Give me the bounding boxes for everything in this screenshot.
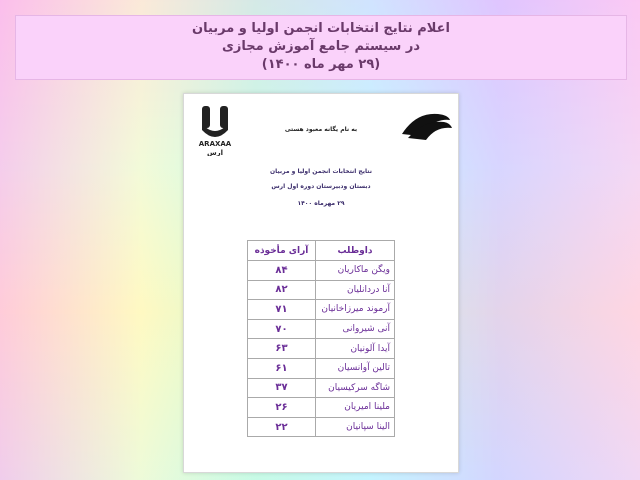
table-row (248, 319, 395, 339)
svg-text:ARAXAA: ARAXAA (198, 140, 232, 148)
bismillah-text: به نام یگانه معبود هستی (284, 126, 358, 133)
candidate-name: تالین آوانسیان (316, 358, 395, 378)
header-date: (۲۹ مهر ماه ۱۴۰۰) (261, 57, 381, 72)
results-document (183, 93, 459, 473)
header-subtitle: در سیستم جامع آموزش مجازی (221, 39, 421, 54)
results-table (247, 240, 395, 437)
candidate-column-header: داوطلب (316, 241, 395, 261)
candidate-name: الینا سپانیان (316, 417, 395, 437)
document-title: نتایج انتخابات انجمن اولیا و مربیان (270, 168, 372, 175)
school-name: دبستان ودبیرستان دوره اول ارس (271, 183, 371, 190)
table-header-row (248, 241, 395, 261)
candidate-name: آنا دردانلیان (316, 280, 395, 300)
table-row (248, 261, 395, 281)
candidate-votes: ۲۲ (248, 417, 316, 437)
table-row (248, 417, 395, 437)
candidate-votes: ۲۶ (248, 398, 316, 418)
candidate-votes: ۶۱ (248, 358, 316, 378)
votes-column-header: آرای مأخوذه (248, 241, 316, 261)
announcement-header (15, 15, 627, 80)
ministry-logo-icon (398, 108, 454, 142)
candidate-name: ملینا امیریان (316, 398, 395, 418)
candidate-votes: ۳۷ (248, 378, 316, 398)
candidate-votes: ۷۱ (248, 300, 316, 320)
table-row (248, 280, 395, 300)
candidate-votes: ۶۳ (248, 339, 316, 359)
candidate-name: آنی شیروانی (316, 319, 395, 339)
candidate-name: آرموند میرزاخانیان (316, 300, 395, 320)
table-row (248, 339, 395, 359)
candidate-votes: ۸۴ (248, 261, 316, 281)
candidate-name: ویگن ماکاریان (316, 261, 395, 281)
table-row (248, 358, 395, 378)
candidate-votes: ۸۲ (248, 280, 316, 300)
table-row (248, 378, 395, 398)
candidate-name: آیدا آلونیان (316, 339, 395, 359)
candidate-votes: ۷۰ (248, 319, 316, 339)
table-row (248, 398, 395, 418)
svg-text:ارس: ارس (206, 149, 224, 156)
candidate-name: شاگه سرکیسیان (316, 378, 395, 398)
document-date: ۲۹ مهرماه ۱۴۰۰ (297, 200, 345, 207)
table-row (248, 300, 395, 320)
header-title: اعلام نتایج انتخابات انجمن اولیا و مربیان (191, 21, 451, 36)
